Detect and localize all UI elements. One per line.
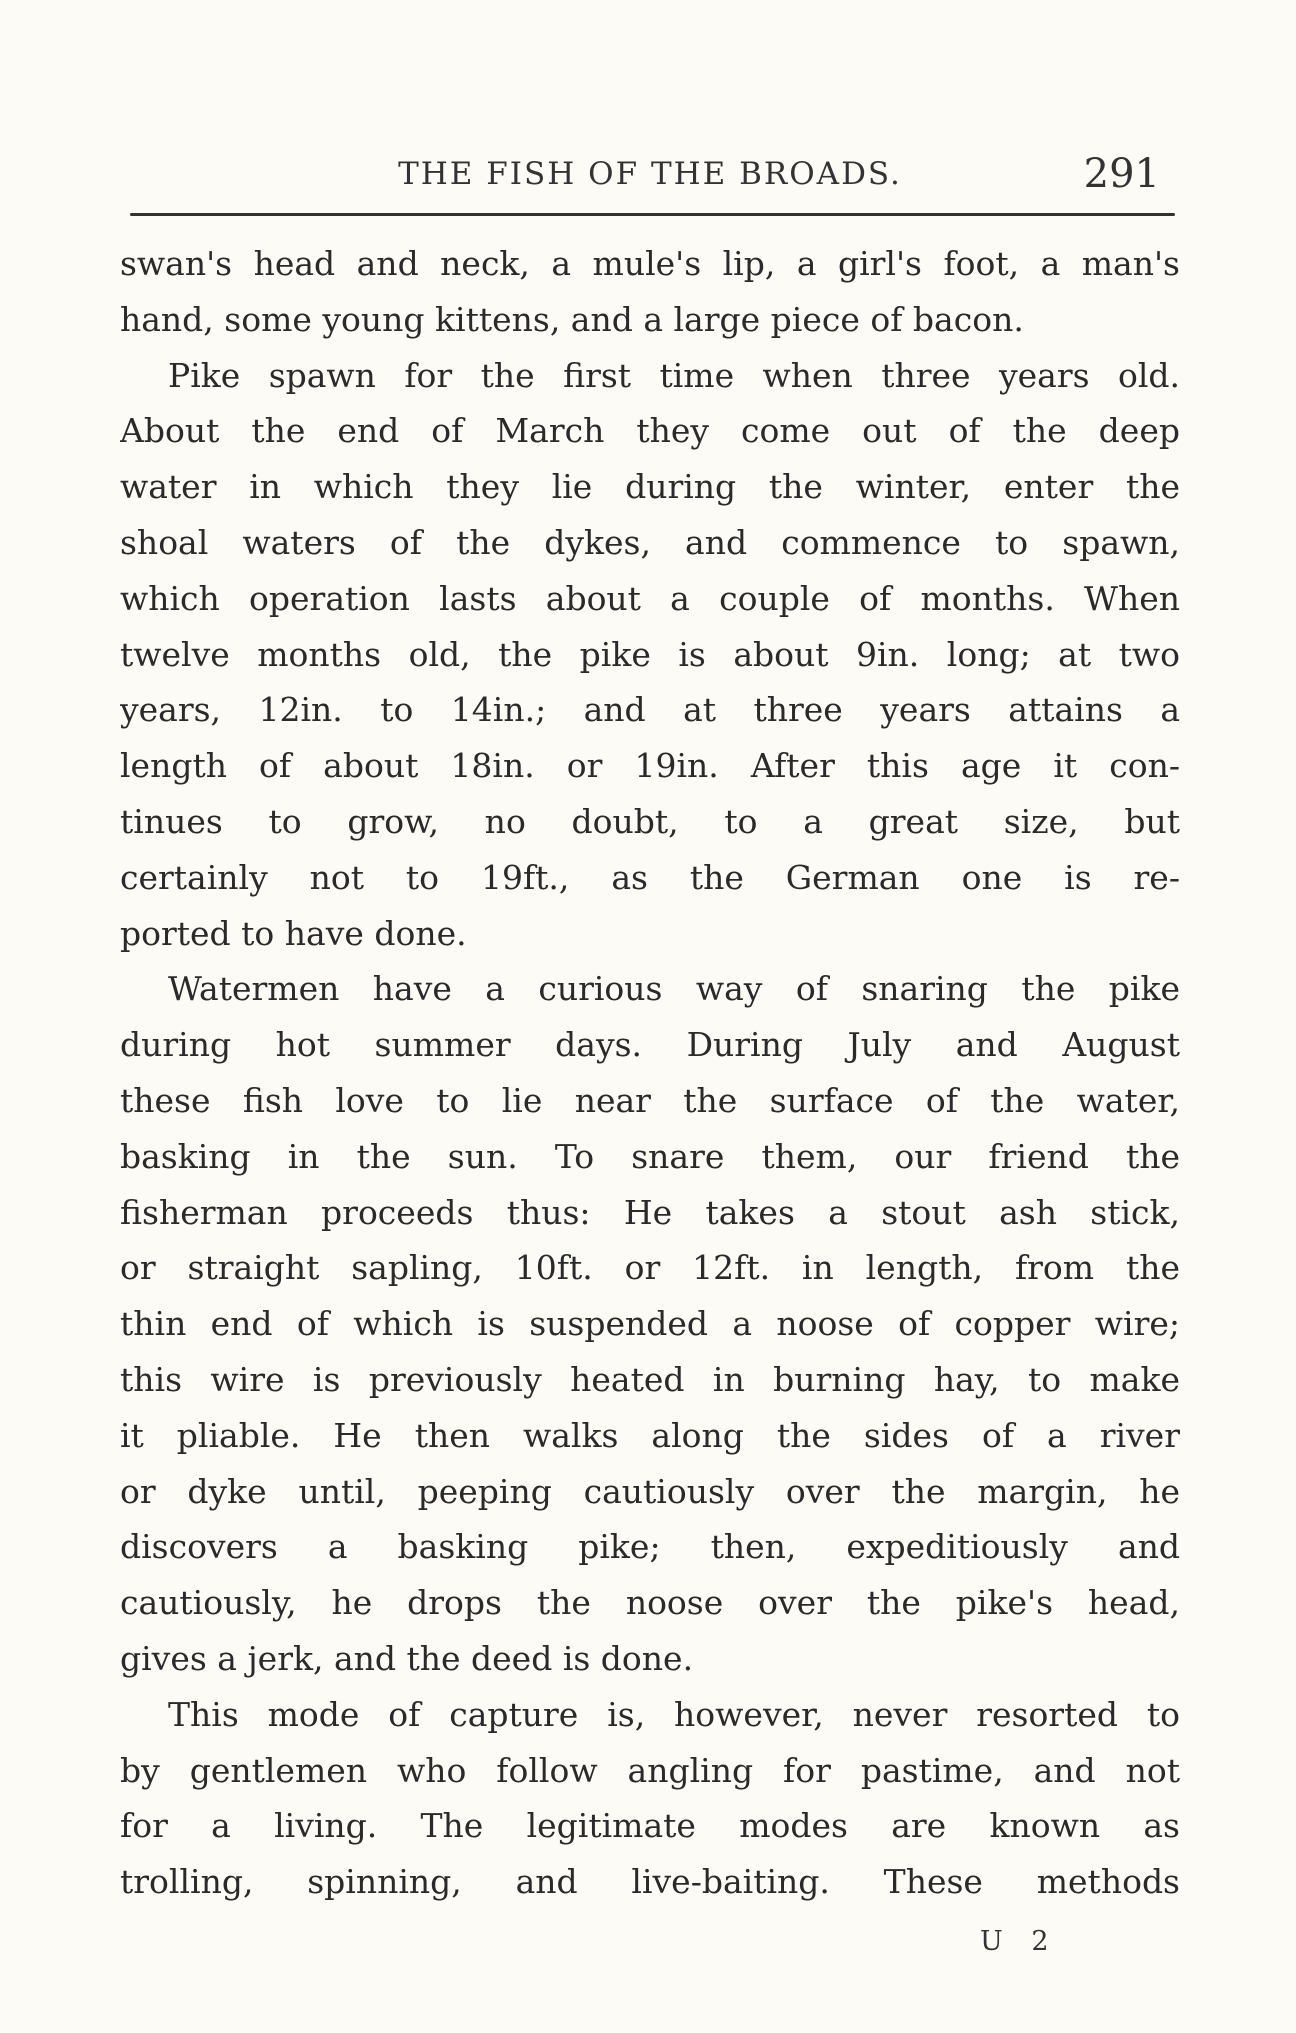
text-line: or dyke until, peeping cautiously over the margin, he — [120, 1471, 1180, 1511]
running-title: THE FISH OF THE BROADS. — [398, 156, 902, 192]
text-line: water in which they lie during the winter, enter the — [120, 467, 1180, 507]
text-line: This mode of capture is, however, never resorted to — [168, 1694, 1180, 1734]
text-line: shoal waters of the dykes, and commence to spawn, — [120, 522, 1180, 562]
text-line: cautiously, he drops the noose over the pike's head, — [120, 1583, 1180, 1623]
text-line: certainly not to 19ft., as the German one is re- — [120, 857, 1180, 897]
body-text — [120, 236, 1180, 1910]
running-head — [120, 150, 1180, 198]
text-line: length of about 18in. or 19in. After this age it con- — [120, 746, 1180, 786]
text-line: during hot summer days. During July and August — [120, 1025, 1180, 1065]
text-line: swan's head and neck, a mule's lip, a girl's foot, a man's — [120, 244, 1180, 283]
text-line: gives a jerk, and the deed is done. — [120, 1638, 694, 1678]
page-number: 291 — [1083, 151, 1160, 197]
text-line: it pliable. He then walks along the sides of a river — [120, 1415, 1180, 1455]
signature-mark: U 2 — [980, 1926, 1059, 1957]
text-line: tinues to grow, no doubt, to a great size, but — [120, 801, 1180, 841]
text-line: trolling, spinning, and live-baiting. These methods — [120, 1862, 1180, 1902]
text-line: Watermen have a curious way of snaring the pike — [168, 969, 1180, 1009]
text-line: which operation lasts about a couple of months. When — [120, 578, 1180, 618]
text-line: basking in the sun. To snare them, our friend the — [120, 1136, 1180, 1176]
text-line: Pike spawn for the first time when three years old. — [168, 355, 1180, 395]
text-line: or straight sapling, 10ft. or 12ft. in length, from the — [120, 1248, 1180, 1288]
text-line: this wire is previously heated in burning hay, to make — [120, 1359, 1180, 1399]
header-rule — [130, 213, 1175, 216]
text-line: hand, some young kittens, and a large piece of bacon. — [120, 299, 1024, 339]
text-line: ported to have done. — [120, 913, 467, 953]
text-line: About the end of March they come out of the deep — [120, 411, 1180, 451]
text-line: for a living. The legitimate modes are known as — [120, 1806, 1180, 1846]
text-line: discovers a basking pike; then, expeditiously and — [120, 1527, 1180, 1567]
text-line: by gentlemen who follow angling for pastime, and not — [120, 1750, 1180, 1790]
text-line: thin end of which is suspended a noose of copper wire; — [120, 1304, 1180, 1344]
text-line: twelve months old, the pike is about 9in. long; at two — [120, 634, 1180, 674]
text-line: these fish love to lie near the surface of the water, — [120, 1080, 1180, 1120]
text-line: years, 12in. to 14in.; and at three years attains a — [120, 690, 1180, 730]
text-line: fisherman proceeds thus: He takes a stout ash stick, — [120, 1192, 1180, 1232]
